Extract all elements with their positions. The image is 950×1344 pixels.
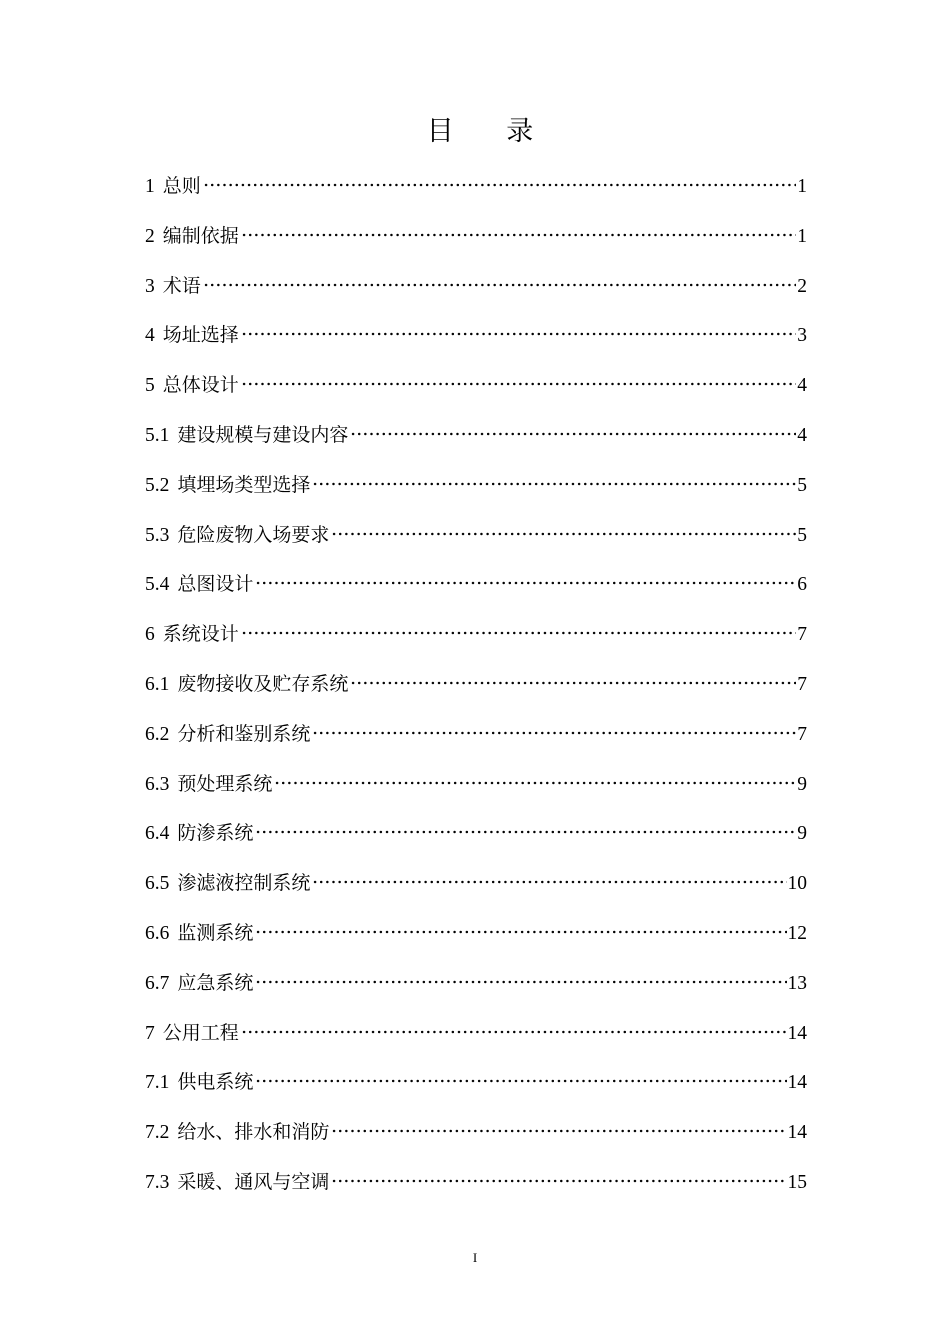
toc-entry-page-number: 14 (787, 1072, 807, 1094)
toc-entry-label: 监测系统 (177, 921, 254, 944)
toc-entry-number: 5.1 (145, 424, 170, 446)
toc-entry-page-number: 4 (797, 424, 807, 446)
toc-dot-leader (240, 1030, 787, 1034)
toc-entry-page-number: 7 (797, 624, 807, 646)
toc-entry[interactable] (145, 1015, 807, 1065)
toc-dot-leader (254, 1079, 786, 1083)
toc-entry[interactable] (145, 766, 807, 816)
toc-dot-leader (273, 781, 796, 785)
toc-entry[interactable] (145, 815, 807, 865)
toc-entry-label: 术语 (162, 274, 201, 297)
toc-entry[interactable] (145, 268, 807, 318)
toc-entry-number: 7.2 (145, 1122, 170, 1144)
toc-dot-leader (240, 233, 796, 237)
toc-entry-label: 防渗系统 (177, 822, 254, 845)
toc-entry[interactable] (145, 666, 807, 716)
toc-entry[interactable] (145, 367, 807, 417)
toc-entry-number: 5.2 (145, 474, 170, 496)
toc-entry-number: 6.4 (145, 823, 170, 845)
toc-dot-leader (311, 731, 796, 735)
toc-dot-leader (254, 930, 786, 934)
toc-entry-label: 系统设计 (162, 623, 239, 646)
toc-entry-page-number: 4 (797, 375, 807, 397)
toc-entry[interactable] (145, 517, 807, 567)
toc-entry-label: 废物接收及贮存系统 (177, 672, 349, 695)
table-of-contents (145, 168, 807, 1214)
toc-entry-page-number: 2 (797, 275, 807, 297)
toc-entry-number: 7.1 (145, 1072, 170, 1094)
toc-entry[interactable] (145, 865, 807, 915)
toc-entry[interactable] (145, 716, 807, 766)
toc-entry-number: 5.3 (145, 524, 170, 546)
toc-dot-leader (349, 681, 796, 685)
toc-entry-label: 采暖、通风与空调 (177, 1170, 330, 1193)
toc-entry-number: 6 (145, 624, 155, 646)
toc-entry-page-number: 9 (797, 823, 807, 845)
toc-entry[interactable] (145, 566, 807, 616)
toc-entry-page-number: 10 (787, 873, 807, 895)
toc-entry-number: 6.3 (145, 773, 170, 795)
toc-entry[interactable] (145, 467, 807, 517)
toc-entry[interactable] (145, 317, 807, 367)
toc-entry[interactable] (145, 1064, 807, 1114)
toc-entry-number: 3 (145, 275, 155, 297)
toc-entry-number: 2 (145, 225, 155, 247)
toc-dot-leader (240, 631, 796, 635)
toc-dot-leader (330, 532, 796, 536)
toc-dot-leader (202, 283, 796, 287)
toc-entry[interactable] (145, 915, 807, 965)
toc-entry-label: 总则 (162, 175, 201, 197)
page-number-footer: I (472, 1250, 478, 1265)
toc-entry-label: 总图设计 (177, 573, 254, 596)
toc-entry[interactable] (145, 417, 807, 467)
toc-dot-leader (311, 482, 796, 486)
toc-dot-leader (349, 432, 796, 436)
toc-entry-number: 6.6 (145, 922, 170, 944)
toc-entry[interactable] (145, 218, 807, 268)
toc-entry-page-number: 13 (787, 972, 807, 994)
toc-dot-leader (202, 183, 796, 187)
toc-entry-number: 7.3 (145, 1171, 170, 1193)
toc-entry-label: 应急系统 (177, 971, 254, 994)
toc-entry-label: 公用工程 (162, 1021, 239, 1044)
toc-entry-label: 危险废物入场要求 (177, 523, 330, 546)
toc-entry-page-number: 14 (787, 1022, 807, 1044)
toc-entry-number: 4 (145, 325, 155, 347)
toc-dot-leader (254, 581, 796, 585)
toc-entry-label: 给水、排水和消防 (177, 1121, 330, 1144)
toc-entry[interactable] (145, 1114, 807, 1164)
toc-entry-label: 场址选择 (162, 324, 239, 347)
toc-entry-page-number: 9 (797, 773, 807, 795)
toc-entry[interactable] (145, 168, 807, 218)
toc-dot-leader (311, 880, 786, 884)
toc-entry-page-number: 5 (797, 524, 807, 546)
toc-dot-leader (330, 1129, 786, 1133)
toc-entry[interactable] (145, 616, 807, 666)
toc-dot-leader (240, 332, 796, 336)
toc-entry-page-number: 7 (797, 673, 807, 695)
toc-entry-number: 6.1 (145, 673, 170, 695)
toc-entry-number: 5.4 (145, 574, 170, 596)
toc-entry-number: 6.2 (145, 723, 170, 745)
toc-entry-number: 6.5 (145, 873, 170, 895)
toc-entry-page-number: 1 (797, 225, 807, 247)
toc-title: 目 录 (426, 116, 556, 147)
toc-entry-page-number: 3 (797, 325, 807, 347)
toc-entry-page-number: 15 (787, 1171, 807, 1193)
toc-dot-leader (254, 980, 786, 984)
toc-entry-label: 总体设计 (162, 374, 239, 397)
toc-entry-label: 预处理系统 (177, 772, 273, 795)
toc-entry-number: 1 (145, 176, 155, 197)
toc-entry-number: 5 (145, 375, 155, 397)
toc-entry-number: 7 (145, 1022, 155, 1044)
toc-entry-page-number: 12 (787, 922, 807, 944)
toc-dot-leader (240, 382, 796, 386)
toc-entry-label: 建设规模与建设内容 (177, 423, 349, 446)
toc-entry-page-number: 7 (797, 723, 807, 745)
toc-entry-page-number: 5 (797, 474, 807, 496)
toc-entry[interactable] (145, 965, 807, 1015)
toc-entry-page-number: 6 (797, 574, 807, 596)
toc-entry-label: 分析和鉴别系统 (177, 722, 311, 745)
toc-entry[interactable] (145, 1164, 807, 1214)
toc-entry-label: 供电系统 (177, 1071, 254, 1094)
toc-entry-label: 填埋场类型选择 (177, 473, 311, 496)
toc-entry-label: 编制依据 (162, 224, 239, 247)
toc-entry-number: 6.7 (145, 972, 170, 994)
toc-entry-label: 渗滤液控制系统 (177, 872, 311, 895)
toc-dot-leader (254, 830, 796, 834)
toc-dot-leader (330, 1179, 786, 1183)
toc-entry-page-number: 1 (797, 176, 807, 197)
toc-entry-page-number: 14 (787, 1122, 807, 1144)
